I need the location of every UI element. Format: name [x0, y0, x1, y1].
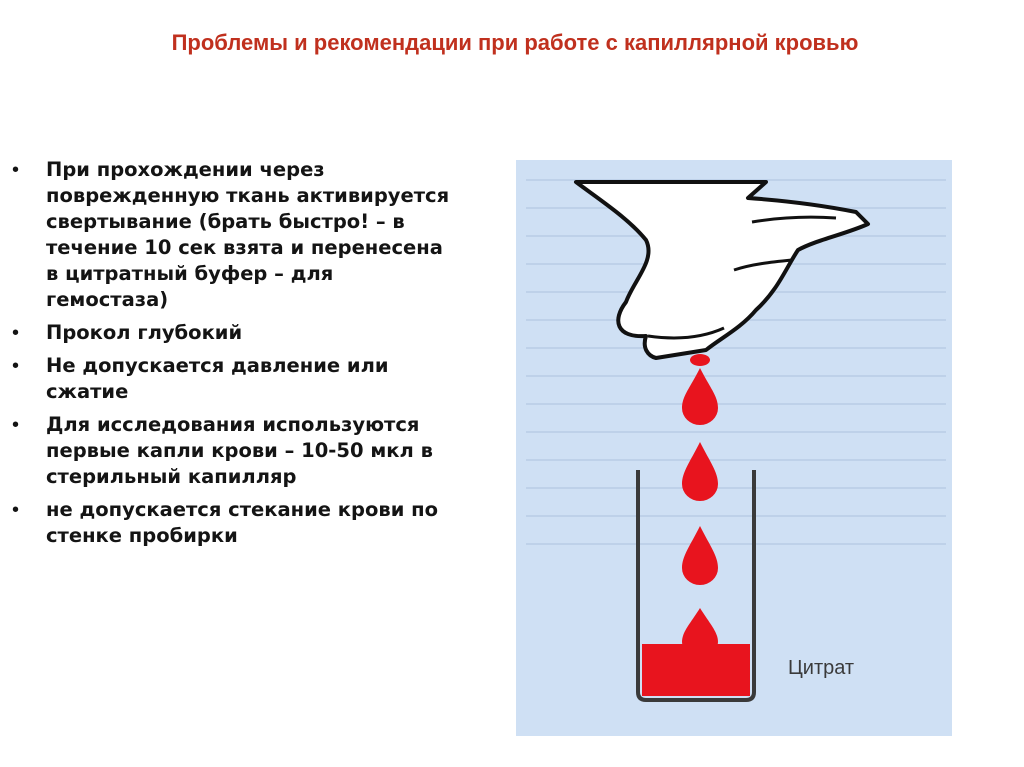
bullet-text: При прохождении через поврежденную ткань активируется свертывание (брать быстро! – в течение 10 сек взята и перенесена в цитратный буфер – для гемостаза) — [46, 158, 450, 311]
puncture-blood-icon — [690, 354, 710, 366]
citrate-label: Цитрат — [788, 657, 855, 679]
bullet-text: Для исследования используются первые капли крови – 10-50 мкл в стерильный капилляр — [46, 413, 433, 488]
bullet-item — [12, 320, 452, 346]
bullet-text: не допускается стекание крови по стенке пробирки — [46, 498, 439, 547]
bullet-icon: • — [12, 322, 20, 344]
bullet-text: Прокол глубокий — [46, 321, 243, 344]
bullet-item — [12, 497, 452, 549]
citrate-liquid — [642, 644, 750, 696]
bullet-list — [12, 157, 452, 556]
bullet-item — [12, 353, 452, 405]
bullet-item — [12, 157, 452, 313]
bullet-text: Не допускается давление или сжатие — [46, 354, 389, 403]
slide-title: Проблемы и рекомендации при работе с капиллярной кровью — [171, 30, 859, 55]
bullet-icon: • — [12, 159, 20, 181]
bullet-icon: • — [12, 414, 20, 436]
bullet-item — [12, 412, 452, 490]
bullet-icon: • — [12, 355, 20, 377]
capillary-blood-illustration — [516, 160, 952, 736]
bullet-icon: • — [12, 499, 20, 521]
